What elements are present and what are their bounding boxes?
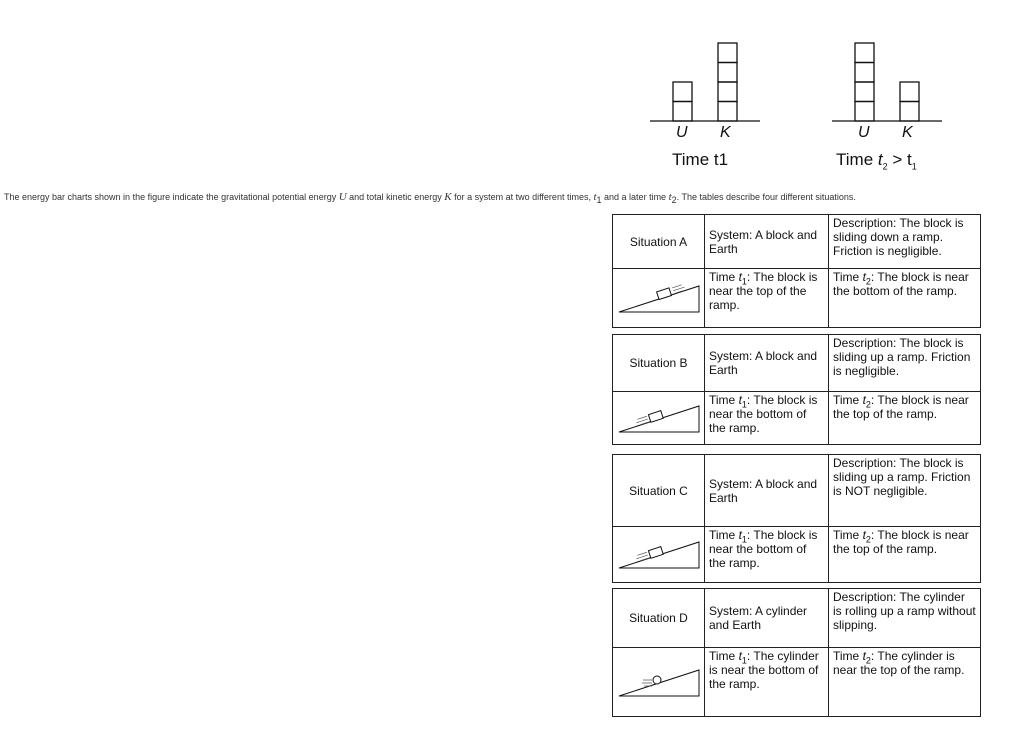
situation-name: Situation C — [613, 455, 705, 527]
situation-tables — [612, 214, 980, 717]
ramp-cell — [613, 269, 705, 328]
description-cell: Description: The block is sliding up a ramp. Friction is NOT negligible. — [829, 455, 981, 527]
u-energy-block — [855, 82, 874, 102]
axis-label-u: U — [676, 124, 688, 141]
ramp-cell — [613, 648, 705, 717]
u-energy-block — [855, 63, 874, 83]
system-cell: System: A block and Earth — [705, 335, 829, 392]
axis-label-k: K — [902, 124, 913, 141]
situation-name: Situation A — [613, 215, 705, 269]
bar-chart-graphics — [640, 30, 980, 125]
description-cell: Description: The block is sliding down a ramp. Friction is negligible. — [829, 215, 981, 269]
time-t2-cell: Time $t_2$: The block is near the top of the ramp. — [829, 392, 981, 445]
ramp-block-bottom-icon — [615, 398, 703, 436]
k-energy-block — [718, 82, 737, 102]
k-energy-block — [718, 102, 737, 122]
k-energy-block — [900, 82, 919, 102]
k-energy-block — [900, 102, 919, 122]
ramp-cylinder-icon — [615, 662, 703, 700]
ramp-block-top-icon — [615, 278, 703, 316]
time-t1-cell: Time $t_1$: The block is near the bottom of the ramp. — [705, 392, 829, 445]
chart-title-t2: Time $t_2 > t_1$ — [836, 150, 917, 172]
k-energy-block — [718, 43, 737, 63]
description-cell: Description: The block is sliding up a ramp. Friction is negligible. — [829, 335, 981, 392]
ramp-block-bottom-icon — [615, 534, 703, 572]
chart-title-t1: Time t1 — [672, 150, 729, 169]
situation-name: Situation B — [613, 335, 705, 392]
k-energy-block — [718, 63, 737, 83]
ramp-cell — [613, 527, 705, 583]
system-cell: System: A block and Earth — [705, 215, 829, 269]
description-cell: Description: The cylinder is rolling up a ramp without slipping. — [829, 589, 981, 648]
axis-label-k: K — [720, 124, 731, 141]
u-energy-block — [673, 102, 692, 122]
system-cell: System: A block and Earth — [705, 455, 829, 527]
ramp-cell — [613, 392, 705, 445]
situation-name: Situation D — [613, 589, 705, 648]
situation-table — [612, 334, 981, 445]
u-energy-block — [855, 43, 874, 63]
time-t2-cell: Time $t_2$: The block is near the top of the ramp. — [829, 527, 981, 583]
u-energy-block — [673, 82, 692, 102]
system-cell: System: A cylinder and Earth — [705, 589, 829, 648]
time-t1-cell: Time $t_1$: The cylinder is near the bottom of the ramp. — [705, 648, 829, 717]
situation-table — [612, 454, 981, 583]
u-energy-block — [855, 102, 874, 122]
time-t1-cell: Time $t_1$: The block is near the bottom of the ramp. — [705, 527, 829, 583]
time-t2-cell: Time $t_2$: The cylinder is near the top of the ramp. — [829, 648, 981, 717]
time-t1-cell: Time $t_1$: The block is near the top of the ramp. — [705, 269, 829, 328]
caption: The energy bar charts shown in the figure indicate the gravitational potential energy U and total kinetic energy K for a system at two different times, $t_1$ and a later time $t_2$. The tables describe four different situations. — [4, 191, 856, 205]
situation-table — [612, 588, 981, 717]
situation-table — [612, 214, 981, 328]
axis-label-u: U — [858, 124, 870, 141]
time-t2-cell: Time $t_2$: The block is near the bottom of the ramp. — [829, 269, 981, 328]
